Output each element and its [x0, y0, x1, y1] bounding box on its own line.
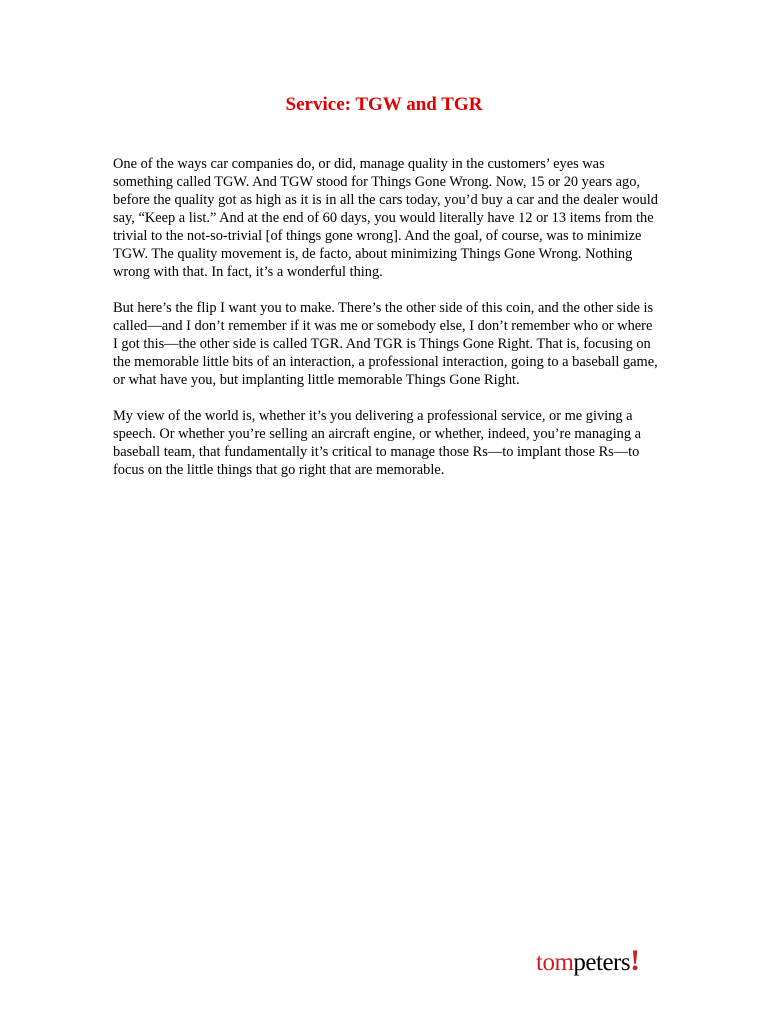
logo-peters: peters	[573, 949, 631, 976]
paragraph-1: One of the ways car companies do, or did, manage quality in the customers’ eyes was something called TGW. And TGW stood for Things Gone Wrong. Now, 15 or 20 years ago, before the quality got as high as it is in all the cars today, you’d buy a car and the dealer would say, “Keep a list.” And at the end of 60 days, you would literally have 12 or 13 items from the trivial to the not-so-trivial [of things gone wrong]. And the goal, of course, was to minimize TGW. The quality movement is, de facto, about minimizing Things Gone Wrong. Nothing wrong with that. In fact, it’s a wonderful thing.	[113, 156, 658, 280]
page-title: Service: TGW and TGR	[285, 94, 483, 115]
tompeters-logo	[536, 946, 640, 978]
paragraph-2: But here’s the flip I want you to make. There’s the other side of this coin, and the other side is called—and I don’t remember if it was me or somebody else, I don’t remember who or where I got this—the other side is called TGR. And TGR is Things Gone Right. That is, focusing on the memorable little bits of an interaction, a professional interaction, going to a baseball game, or what have you, but implanting little memorable Things Gone Right.	[113, 300, 658, 388]
paragraph-3: My view of the world is, whether it’s you delivering a professional service, or me giving a speech. Or whether you’re selling an aircraft engine, or whether, indeed, you’re managing a baseball team, that fundamentally it’s critical to manage those Rs—to implant those Rs—to focus on the little things that go right that are memorable.	[113, 408, 642, 478]
document-body	[113, 155, 658, 497]
logo-tom: tom	[536, 949, 574, 976]
logo-exclamation: !	[630, 944, 640, 977]
